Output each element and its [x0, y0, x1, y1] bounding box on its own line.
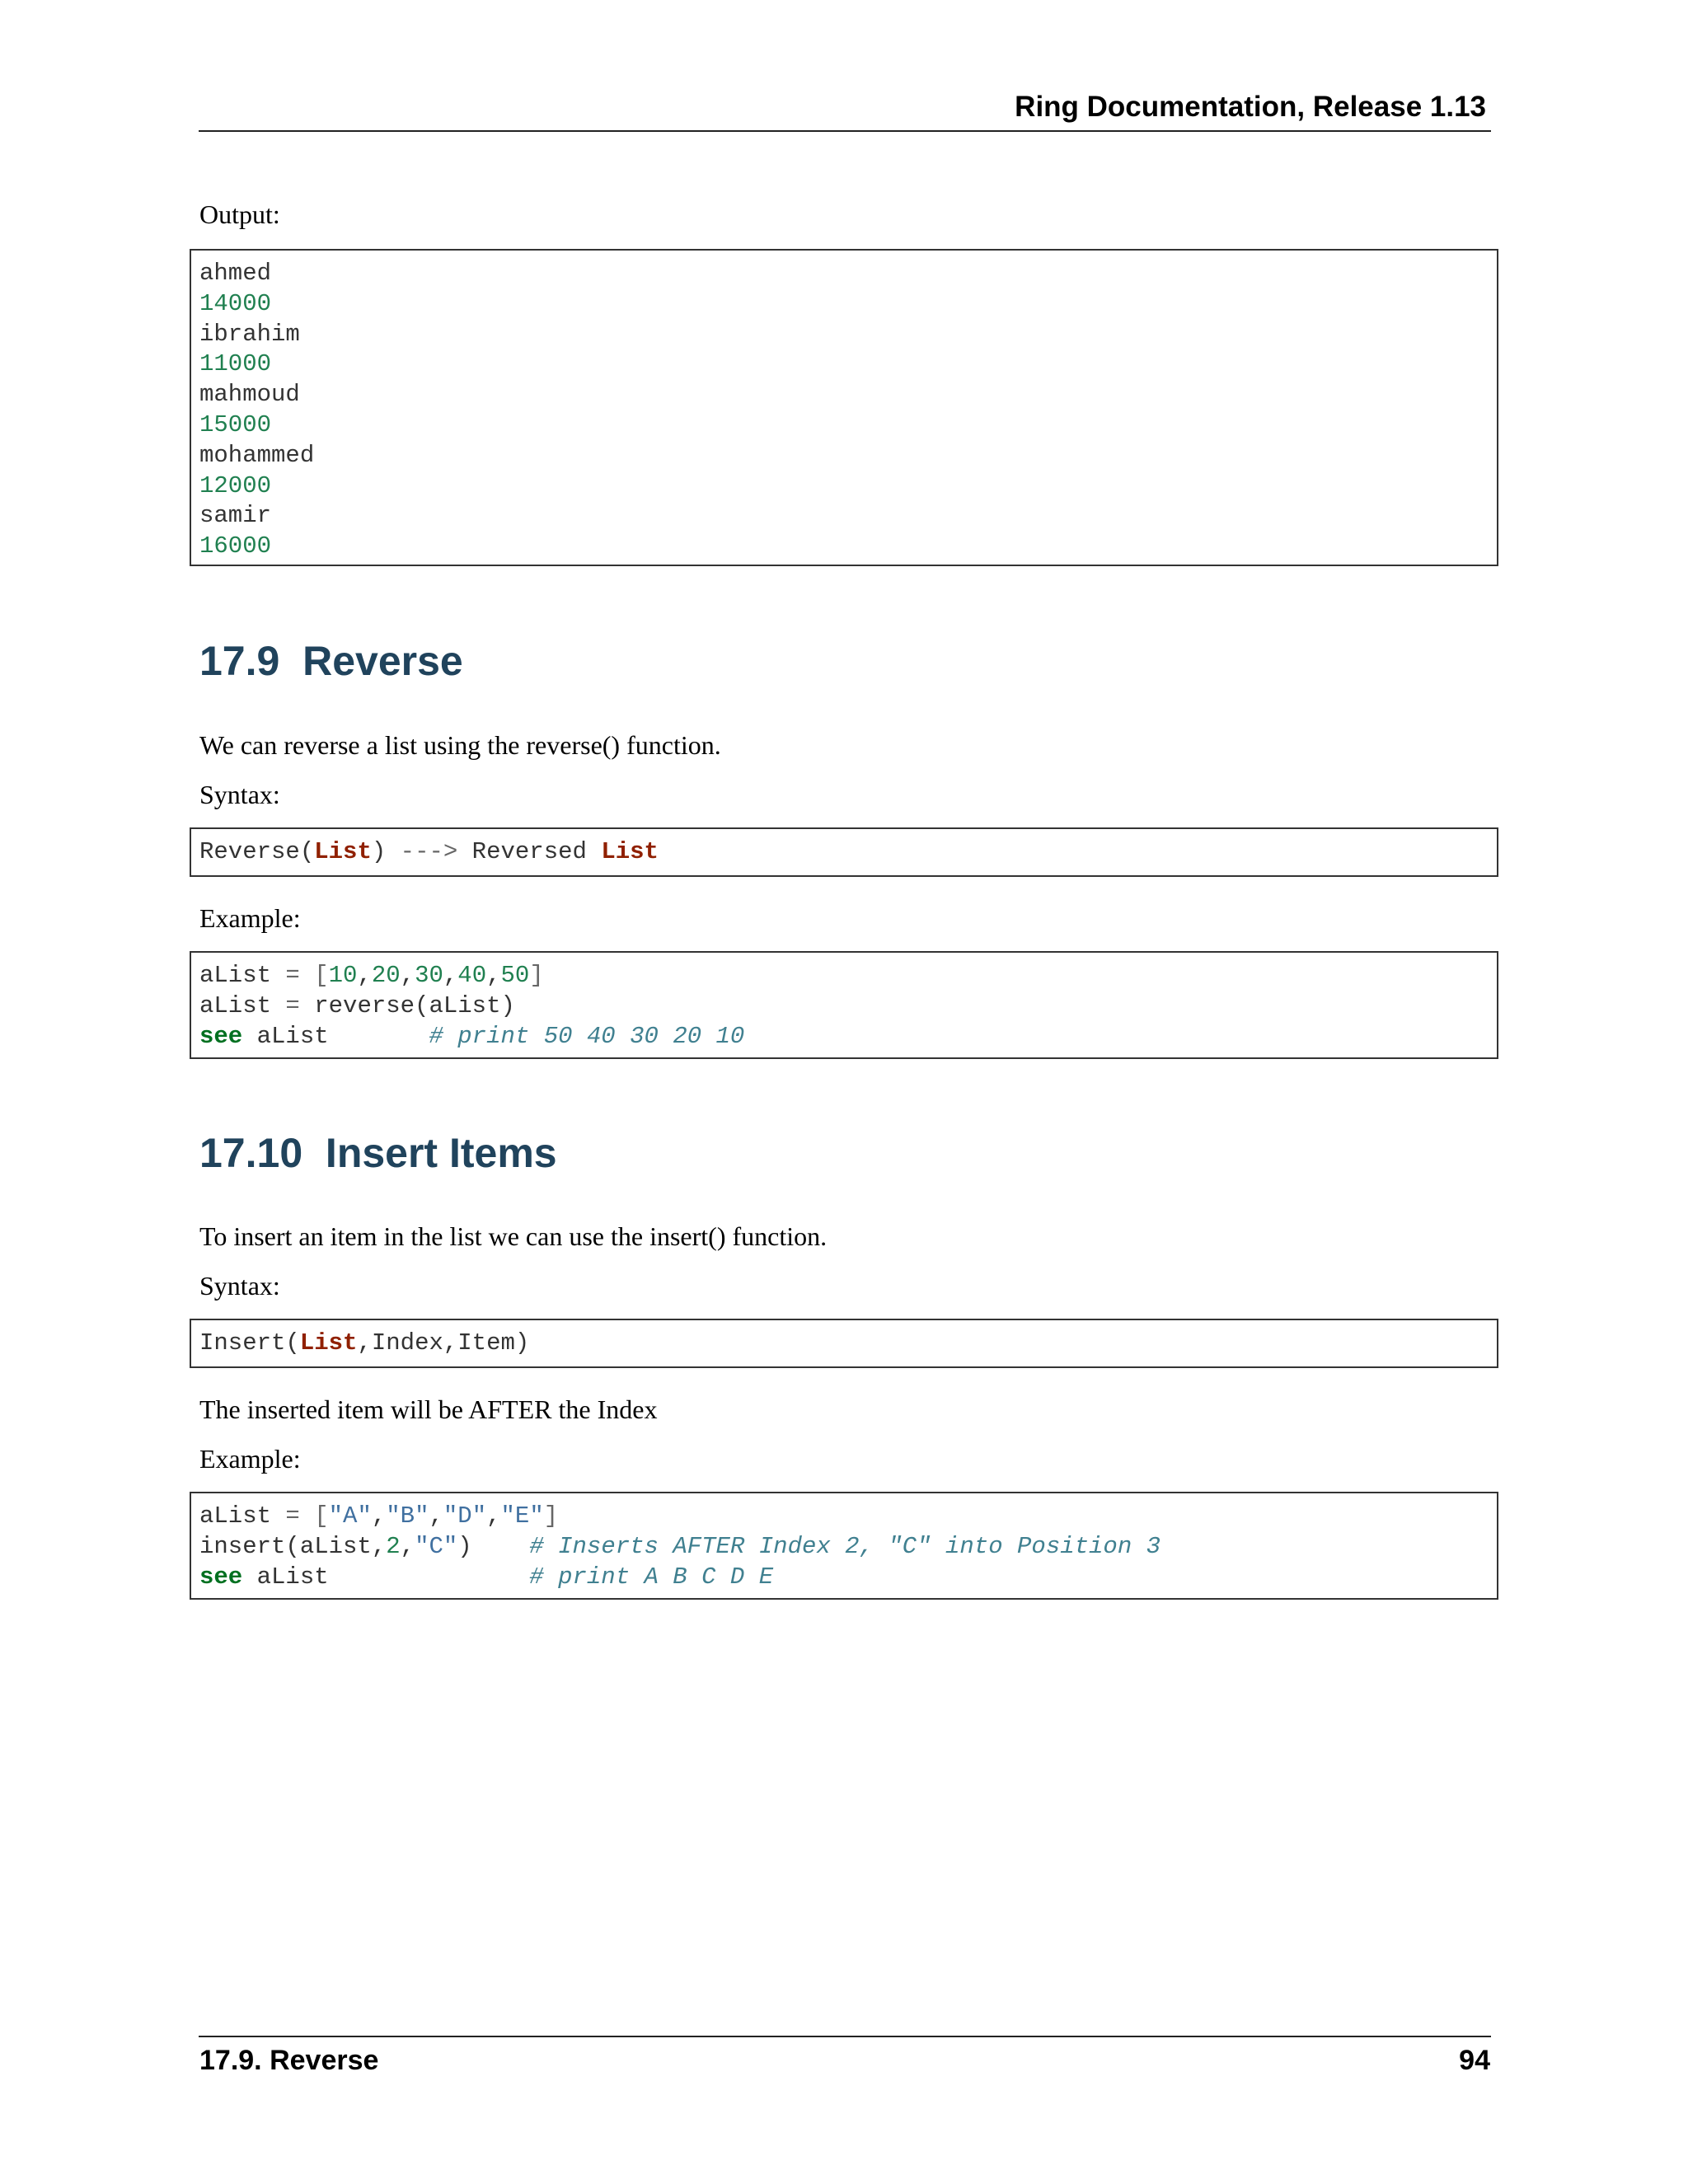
code-token: ,	[357, 962, 372, 989]
insert-note: The inserted item will be AFTER the Index	[199, 1394, 658, 1424]
output-line: 16000	[199, 532, 272, 560]
code-token: Insert(	[199, 1329, 300, 1357]
code-token: List	[314, 838, 372, 865]
output-line: ibrahim	[199, 320, 300, 348]
insert-syntax-block	[190, 1319, 1498, 1368]
output-line: mahmoud	[199, 381, 300, 409]
code-token	[329, 1563, 530, 1591]
code-token: =	[271, 1502, 315, 1530]
code-token: 30	[415, 962, 443, 989]
section-title: Reverse	[302, 638, 463, 684]
reverse-intro: We can reverse a list using the reverse() function.	[199, 730, 721, 760]
output-line: 14000	[199, 289, 272, 317]
reverse-syntax-label: Syntax:	[199, 780, 280, 809]
section-number: 17.9	[199, 638, 280, 684]
code-token: ,	[371, 1502, 387, 1530]
code-token: aList	[199, 1502, 272, 1530]
insert-syntax-label: Syntax:	[199, 1271, 280, 1301]
code-token: Reversed	[457, 838, 602, 865]
reverse-example-label: Example:	[199, 903, 301, 933]
code-comment: # Inserts AFTER Index 2, "C" into Position 3	[529, 1532, 1161, 1560]
code-token: --->	[386, 838, 458, 865]
code-token: ,	[400, 962, 415, 989]
section-title: Insert Items	[325, 1130, 557, 1176]
insert-example-label: Example:	[199, 1444, 301, 1474]
insert-intro: To insert an item in the list we can use the insert() function.	[199, 1221, 828, 1251]
code-token	[329, 1023, 429, 1050]
footer-rule	[199, 2036, 1491, 2037]
output-label: Output:	[199, 199, 280, 229]
running-header: Ring Documentation, Release 1.13	[1015, 91, 1486, 123]
code-token: )	[371, 838, 387, 865]
output-line: 15000	[199, 410, 272, 438]
code-token	[472, 1533, 530, 1560]
code-token: "D"	[443, 1502, 487, 1530]
code-token: ,Index,Item)	[357, 1329, 530, 1357]
output-code-block	[190, 249, 1498, 566]
code-token: =	[271, 962, 315, 989]
code-token: reverse(aList)	[314, 991, 515, 1019]
code-token: 10	[328, 962, 358, 989]
output-line: 11000	[199, 350, 272, 378]
footer-section: 17.9. Reverse	[199, 2045, 379, 2076]
code-comment: # print 50 40 30 20 10	[429, 1022, 745, 1050]
code-token: see	[199, 1563, 243, 1591]
code-token: ,	[400, 1532, 415, 1560]
code-token: 2	[386, 1532, 401, 1560]
reverse-example-block	[190, 951, 1498, 1059]
output-line: 12000	[199, 471, 272, 499]
code-token: ,	[486, 962, 501, 989]
code-token: [	[314, 1502, 329, 1530]
code-token: aList	[199, 991, 272, 1019]
code-token: "A"	[328, 1502, 372, 1530]
code-token: ]	[529, 962, 544, 989]
section-heading-insert-items	[199, 1128, 557, 1178]
code-token: aList	[242, 1563, 329, 1591]
code-token: "B"	[386, 1502, 429, 1530]
page-number: 94	[1459, 2045, 1490, 2076]
code-token: 40	[457, 962, 487, 989]
code-token: ,	[429, 1502, 443, 1530]
code-token: see	[199, 1022, 243, 1050]
code-token: ,	[486, 1502, 501, 1530]
code-token: 50	[500, 962, 530, 989]
section-number: 17.10	[199, 1130, 303, 1176]
insert-example-block	[190, 1492, 1498, 1600]
code-token: List	[299, 1329, 358, 1357]
code-token: List	[601, 838, 659, 865]
code-token: ,	[443, 962, 458, 989]
code-token: =	[271, 991, 315, 1019]
reverse-syntax-block	[190, 827, 1498, 877]
code-token: insert(aList,	[199, 1532, 387, 1560]
output-line: ahmed	[199, 260, 272, 287]
code-token: )	[457, 1532, 472, 1560]
code-token: 20	[371, 962, 401, 989]
code-token: ]	[543, 1502, 559, 1530]
code-token: Reverse(	[199, 838, 315, 865]
section-heading-reverse	[199, 636, 463, 686]
code-token: aList	[199, 962, 272, 989]
code-token: [	[314, 962, 329, 989]
code-token: "E"	[500, 1502, 544, 1530]
code-comment: # print A B C D E	[529, 1563, 774, 1591]
code-token: aList	[242, 1022, 329, 1050]
header-rule	[199, 130, 1491, 132]
output-line: samir	[199, 502, 272, 530]
code-token: "C"	[415, 1532, 458, 1560]
output-line: mohammed	[199, 441, 315, 469]
